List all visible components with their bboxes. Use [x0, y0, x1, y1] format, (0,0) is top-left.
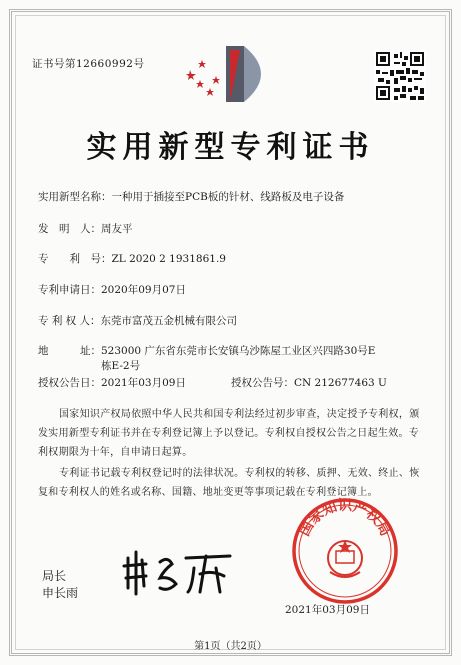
- field-row-inventor: [38, 222, 431, 237]
- field-value: 2020年09月07日: [101, 284, 186, 296]
- official-seal-icon: [290, 496, 400, 606]
- field-label: 实用新型名称：: [38, 191, 112, 203]
- field-label: 发 明 人：: [38, 223, 101, 235]
- announcement-row: [38, 376, 431, 391]
- announcement-date-value: 2021年03月09日: [101, 377, 186, 389]
- cnipa-logo-icon: [186, 40, 278, 110]
- seal-date: 2021年03月09日: [285, 604, 370, 616]
- page-footer: 第1页（共2页）: [194, 641, 267, 652]
- field-row-patent-number: [38, 252, 431, 267]
- signatory-name: 申长雨: [42, 586, 79, 600]
- seal-text: 国家知识产权局: [296, 498, 394, 539]
- field-value: ZL 2020 2 1931861.9: [111, 253, 226, 265]
- field-value: 周友平: [101, 223, 133, 235]
- certificate-number: 证书号第12660992号: [32, 58, 145, 70]
- signatory-title: 局长: [42, 569, 67, 583]
- field-value: 东莞市富茂五金机械有限公司: [100, 315, 238, 327]
- page-title: 实用新型专利证书: [86, 130, 375, 165]
- legal-paragraph-1: 国家知识产权局依照中华人民共和国专利法经过初步审查，决定授予专利权，颁发实用新型专利证书并在专利登记簿上予以登记。专利权自授权公告之日起生效。专利权期限为十年，自申请日起算。: [38, 409, 420, 458]
- field-row-address: [38, 344, 381, 374]
- announcement-date-label: 授权公告日：: [38, 377, 101, 389]
- field-row-filing-date: [38, 283, 431, 298]
- field-row-utility-name: [38, 190, 431, 205]
- field-label: 专利申请日：: [38, 284, 101, 296]
- field-label: 专 利 号：: [38, 253, 112, 265]
- announcement-number-value: CN 212677463 U: [294, 377, 387, 389]
- field-row-patentee: [38, 314, 431, 329]
- field-value: 一种用于插接至PCB板的针材、线路板及电子设备: [111, 191, 345, 203]
- qr-code-icon: [374, 50, 426, 102]
- handwritten-signature: [120, 548, 240, 598]
- svg-text:国家知识产权局: [296, 497, 393, 539]
- field-value: 523000 广东省东莞市长安镇乌沙陈屋工业区兴四路30号E栋E-2号: [101, 345, 376, 372]
- announcement-number-label: 授权公告号：: [231, 377, 294, 389]
- legal-paragraph-2: 专利证书记载专利权登记时的法律状况。专利权的转移、质押、无效、终止、恢复和专利权人的姓名或名称、国籍、地址变更等事项记载在专利登记簿上。: [38, 468, 420, 498]
- field-label: 地 址：: [38, 345, 101, 357]
- field-label: 专 利 权 人：: [38, 315, 101, 327]
